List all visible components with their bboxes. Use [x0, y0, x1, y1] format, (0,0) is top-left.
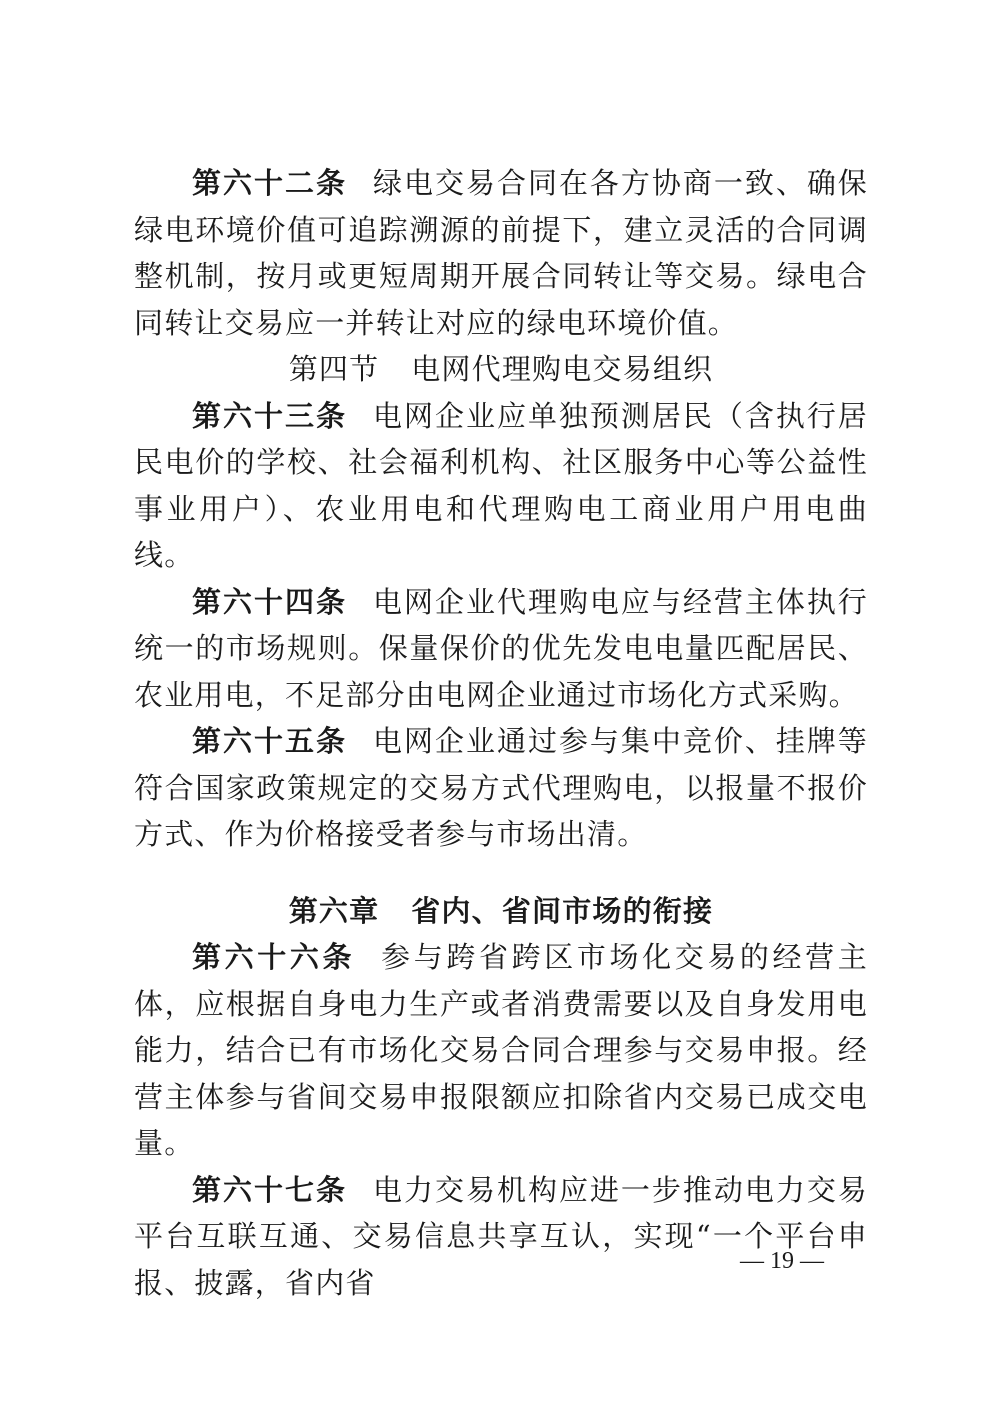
article-63	[134, 393, 868, 579]
article-62	[134, 160, 868, 346]
section-label: 第四节	[288, 352, 380, 386]
article-text: 电网企业通过参与集中竞价、挂牌等符合国家政策规定的交易方式代理购电，以报量不报价方式、作为价格接受者参与市场出清。	[134, 724, 868, 851]
article-text: 绿电交易合同在各方协商一致、确保绿电环境价值可追踪溯源的前提下，建立灵活的合同调整机制，按月或更短周期开展合同转让等交易。绿电合同转让交易应一并转让对应的绿电环境价值。	[134, 166, 868, 340]
chapter-label: 第六章	[288, 893, 380, 928]
article-number: 第六十七条	[192, 1172, 347, 1207]
chapter-heading	[134, 888, 868, 935]
article-64	[134, 579, 868, 719]
article-text: 电网企业代理购电应与经营主体执行统一的市场规则。保量保价的优先发电电量匹配居民、农业用电，不足部分由电网企业通过市场化方式采购。	[134, 584, 868, 712]
article-text: 参与跨省跨区市场化交易的经营主体，应根据自身电力生产或者消费需要以及自身发用电能力，结合已有市场化交易合同合理参与交易申报。经营主体参与省间交易申报限额应扣除省内交易已成交电量。	[134, 940, 868, 1160]
page-number: — 19 —	[740, 1248, 824, 1274]
section-title: 电网代理购电交易组织	[411, 352, 714, 386]
article-66	[134, 934, 868, 1167]
article-65	[134, 718, 868, 858]
article-number: 第六十六条	[192, 940, 356, 974]
article-text: 电网企业应单独预测居民（含执行居民电价的学校、社会福利机构、社区服务中心等公益性事业用户）、农业用电和代理购电工商业用户用电曲线。	[134, 398, 868, 572]
article-number: 第六十五条	[192, 724, 347, 758]
article-number: 第六十二条	[192, 166, 347, 200]
article-67	[134, 1167, 868, 1307]
article-number: 第六十三条	[192, 398, 347, 433]
article-number: 第六十四条	[192, 584, 347, 619]
section-heading	[134, 346, 868, 393]
chapter-title: 省内、省间市场的衔接	[411, 893, 714, 928]
document-body	[134, 160, 868, 1306]
article-text: 电力交易机构应进一步推动电力交易平台互联互通、交易信息共享互认，实现“一个平台申报、披露，省内省	[134, 1172, 868, 1300]
